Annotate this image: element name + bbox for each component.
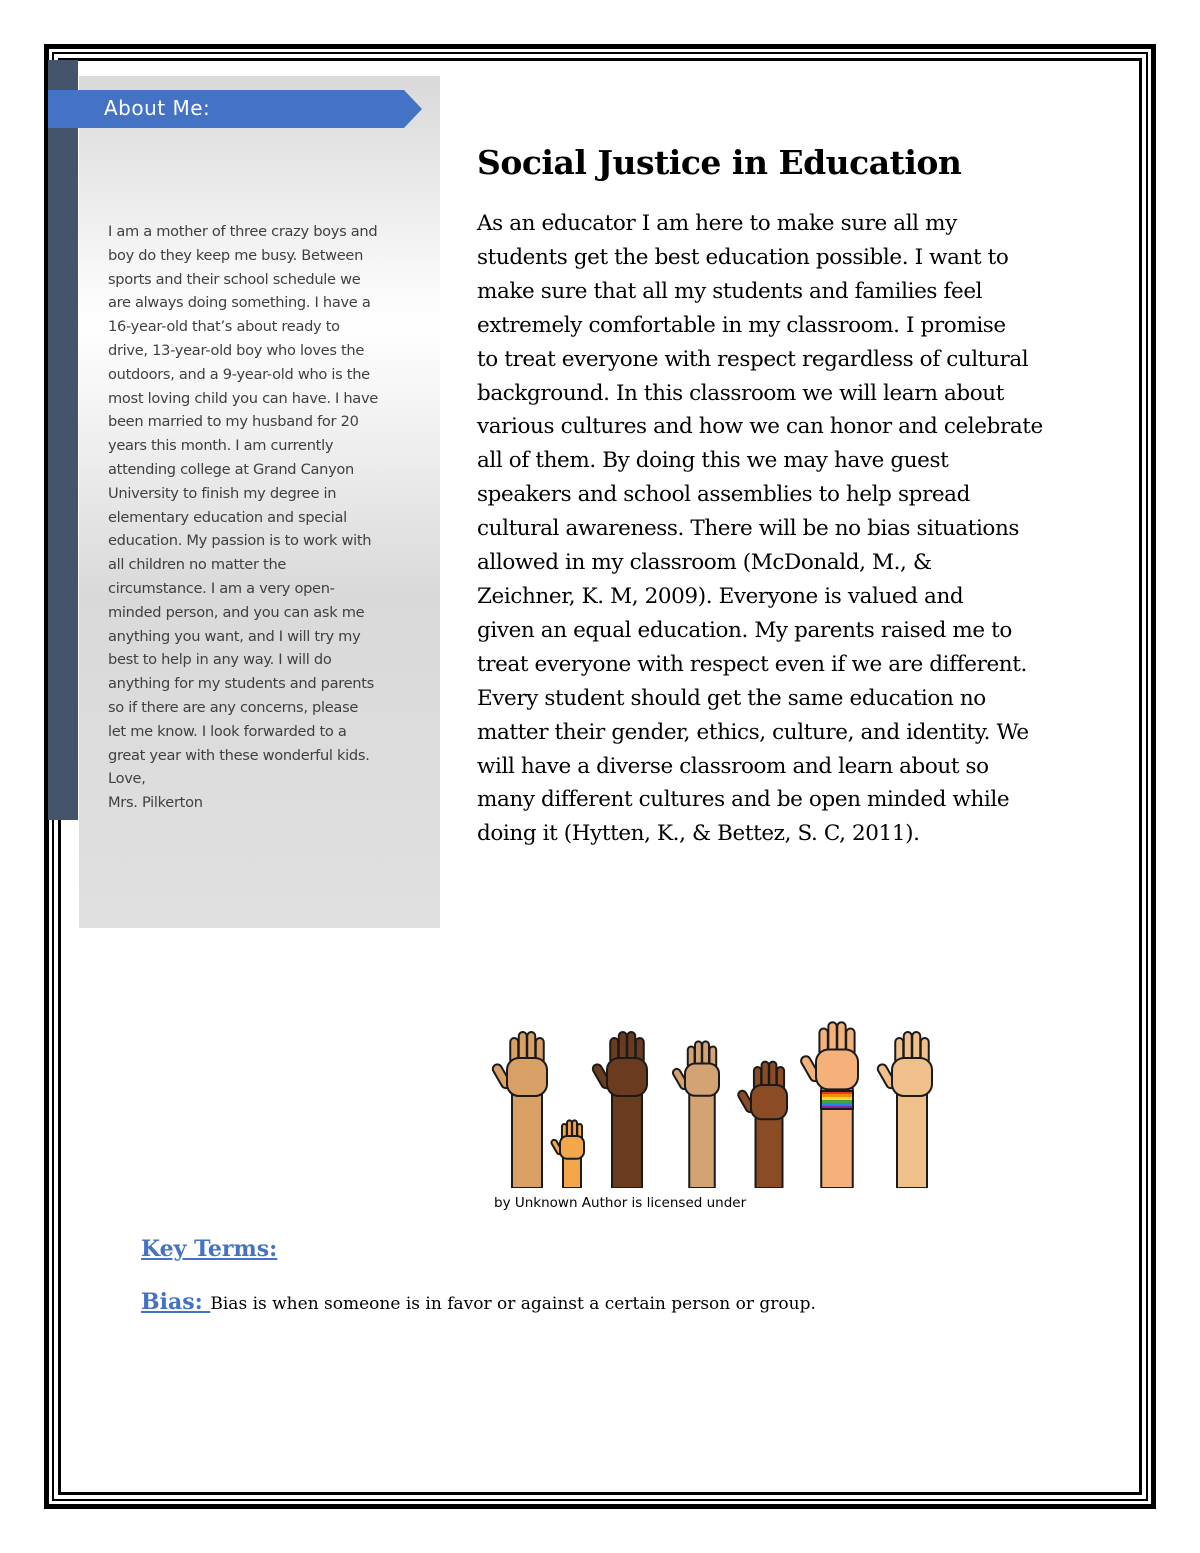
rainbow-wristband [821,1091,853,1109]
about-line: anything you want, and I will try my [108,627,361,645]
body-line: various cultures and how we can honor and celebrate [477,414,1043,440]
about-line: been married to my husband for 20 [108,413,359,431]
about-line: so if there are any concerns, please [108,698,359,716]
body-line: matter their gender, ethics, culture, and identity. We [477,719,1029,745]
page-title: Social Justice in Education [477,143,962,182]
body-line: Every student should get the same education no [477,685,986,711]
body-line: make sure that all my students and families feel [477,278,983,304]
about-line: are always doing something. I have a [108,294,371,312]
body-line: given an equal education. My parents raised me to [477,617,1012,643]
about-line: let me know. I look forwarded to a [108,722,347,740]
raised-hand-2 [551,1120,584,1188]
about-line: circumstance. I am a very open- [108,579,335,597]
about-line: minded person, and you can ask me [108,603,365,621]
about-line: best to help in any way. I will do [108,651,332,669]
raised-hand-7 [876,1032,932,1188]
key-terms-heading: Key Terms: [141,1236,278,1262]
about-line: University to finish my degree in [108,484,337,502]
about-line: 16-year-old that’s about ready to [108,318,340,336]
about-me-ribbon [48,90,404,128]
about-line: elementary education and special [108,508,347,526]
body-line: to treat everyone with respect regardless of cultural [477,346,1029,372]
raised-hand-3 [591,1032,647,1188]
body-line: will have a diverse classroom and learn about so [477,753,989,779]
body-line: students get the best education possible. I want to [477,244,1009,270]
body-line: As an educator I am here to make sure all my [477,211,957,236]
body-line: doing it (Hytten, K., & Bettez, S. C, 2011). [477,821,920,847]
about-line: most loving child you can have. I have [108,389,378,407]
about-line: great year with these wonderful kids. [108,746,370,764]
body-line: Zeichner, K. M, 2009). Everyone is valued and [477,583,964,609]
body-line: treat everyone with respect even if we are different. [477,651,1027,677]
about-signature: Mrs. Pilkerton [108,794,203,812]
body-line: background. In this classroom we will learn about [477,380,1004,406]
image-caption: by Unknown Author is licensed under [494,1195,747,1211]
body-line: extremely comfortable in my classroom. I promise [477,312,1006,338]
about-me-text [108,220,413,815]
bias-definition-line [141,1289,816,1315]
about-line: drive, 13-year-old boy who loves the [108,341,365,359]
raised-hand-5 [737,1062,787,1188]
raised-hands-illustration [487,998,957,1188]
body-line: many different cultures and be open minded while [477,787,1010,813]
about-line: education. My passion is to work with [108,532,372,550]
about-signoff: Love, [108,770,146,788]
about-line: outdoors, and a 9-year-old who is the [108,365,370,383]
about-me-ribbon-arrow [404,90,422,128]
about-line: sports and their school schedule we [108,270,361,288]
body-line: allowed in my classroom (McDonald, M., & [477,550,932,576]
body-paragraph [477,207,1077,851]
body-line: all of them. By doing this we may have guest [477,448,949,474]
body-line: speakers and school assemblies to help spread [477,482,970,508]
bias-term-label: Bias: [141,1289,211,1315]
about-line: years this month. I am currently [108,437,334,455]
raised-hand-1 [491,1032,547,1188]
sidebar-accent-bar [48,60,78,820]
about-line: anything for my students and parents [108,675,374,693]
bias-definition-text: Bias is when someone is in favor or against a certain person or group. [210,1294,816,1314]
about-line: attending college at Grand Canyon [108,460,355,478]
body-line: cultural awareness. There will be no bias situations [477,516,1020,542]
about-line: boy do they keep me busy. Between [108,246,364,264]
about-line: I am a mother of three crazy boys and [108,223,378,240]
about-line: all children no matter the [108,556,287,574]
raised-hand-4 [672,1041,719,1188]
about-me-heading: About Me: [104,96,211,120]
